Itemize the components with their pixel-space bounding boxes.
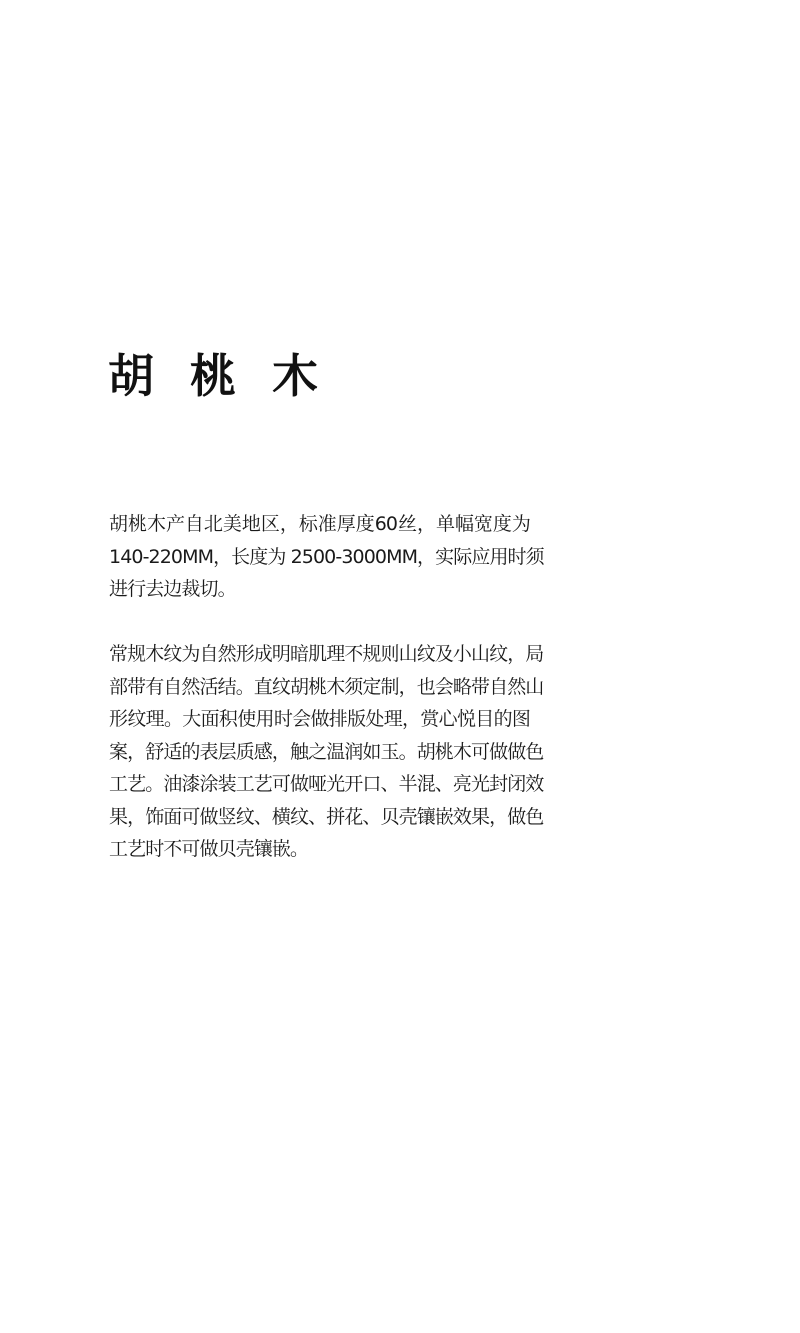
paragraph-line: 胡桃木产自北美地区，标准厚度60丝，单幅宽度为 — [109, 513, 530, 535]
paragraph-line: 形纹理。大面积使用时会做排版处理，赏心悦目的图 — [109, 708, 530, 730]
page-title: 胡 桃 木 — [108, 349, 329, 403]
paragraph-line: 工艺。油漆涂装工艺可做哑光开口、半混、亮光封闭效 — [109, 773, 544, 795]
paragraph-line: 工艺时不可做贝壳镶嵌。 — [109, 838, 309, 860]
paragraph-line: 进行去边裁切。 — [109, 578, 236, 600]
paragraph-line: 部带有自然活结。直纹胡桃木须定制，也会略带自然山 — [109, 675, 544, 698]
paragraph-line: 常规木纹为自然形成明暗肌理不规则山纹及小山纹，局 — [109, 643, 544, 665]
paragraph-line: 140-220MM，长度为 2500-3000MM，实际应用时须 — [109, 545, 544, 568]
paragraph-line: 果，饰面可做竖纹、横纹、拼花、贝壳镶嵌效果，做色 — [109, 805, 544, 828]
intro-paragraph — [109, 508, 544, 606]
paragraph-line: 案，舒适的表层质感，触之温润如玉。胡桃木可做做色 — [109, 740, 544, 763]
grain-description-paragraph — [109, 638, 544, 866]
